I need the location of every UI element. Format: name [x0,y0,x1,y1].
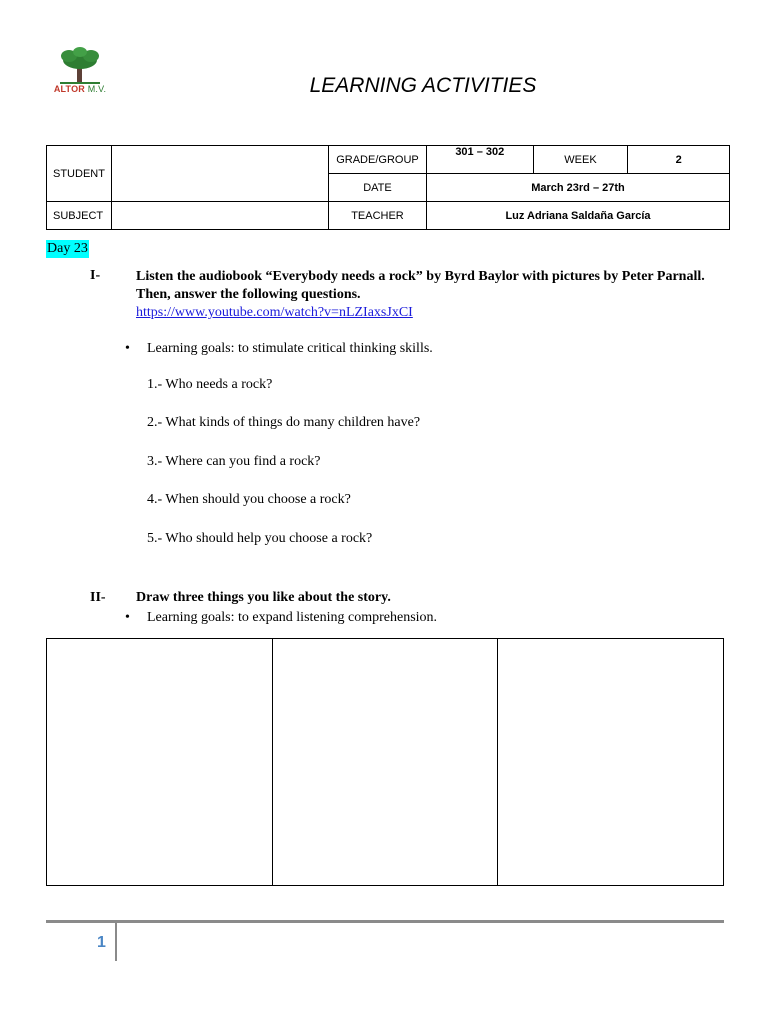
footer-divider [46,920,724,923]
drawing-boxes [46,638,724,886]
date-label: DATE [328,174,426,202]
section1-number: I- [90,268,101,283]
drawing-box-2[interactable] [273,639,499,885]
teacher-label: TEACHER [328,202,426,230]
teacher-value: Luz Adriana Saldaña García [426,202,729,230]
student-value[interactable] [111,146,328,202]
drawing-box-1[interactable] [47,639,273,885]
question-3: 3.- Where can you find a rock? [147,454,321,469]
footer-separator [115,923,117,961]
grade-label: GRADE/GROUP [328,146,426,174]
bullet-icon: • [125,610,130,625]
week-value: 2 [628,146,730,174]
section1-goal: Learning goals: to stimulate critical thinking skills. [147,341,433,356]
question-5: 5.- Who should help you choose a rock? [147,531,373,546]
day-label: Day 23 [47,241,88,256]
question-1: 1.- Who needs a rock? [147,377,273,392]
logo-suffix: M.V. [87,84,107,94]
section1-instruction: Listen the audiobook “Everybody needs a rock” by Byrd Baylor with pictures by Peter Parnall. Then, answer the following questions. [136,269,705,302]
date-value: March 23rd – 27th [426,174,729,202]
logo-brand: ALTOR [53,84,85,94]
week-label: WEEK [533,146,628,174]
subject-value[interactable] [111,202,328,230]
section2-instruction: Draw three things you like about the story. [136,590,391,605]
info-table [46,145,730,230]
drawing-box-3[interactable] [498,639,723,885]
student-label: STUDENT [47,146,112,202]
question-4: 4.- When should you choose a rock? [147,492,351,507]
grade-value: 301 – 302 [426,146,533,174]
subject-label: SUBJECT [47,202,112,230]
page-title: LEARNING ACTIVITIES [309,74,537,97]
bullet-icon: • [125,341,130,356]
section2-goal: Learning goals: to expand listening comprehension. [147,610,438,625]
page-number: 1 [97,934,106,951]
audiobook-link[interactable]: https://www.youtube.com/watch?v=nLZIaxsJxCI [136,305,413,320]
question-2: 2.- What kinds of things do many children have? [147,415,421,430]
section2-number: II- [90,590,106,605]
